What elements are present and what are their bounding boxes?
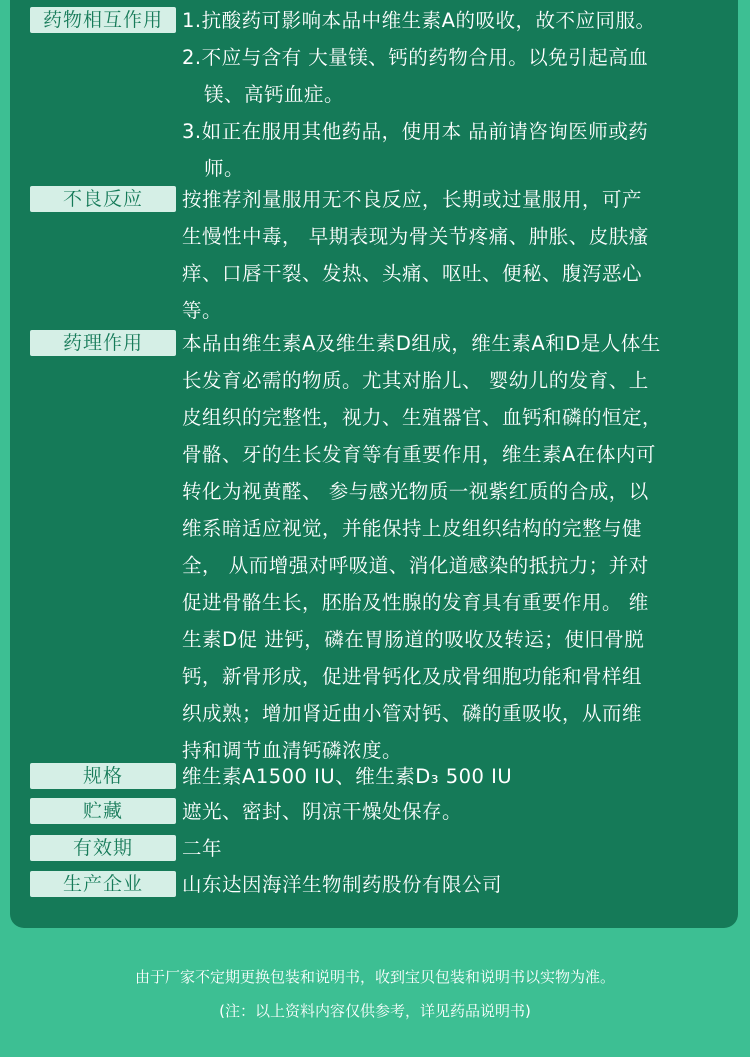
text-line: 3.如正在服用其他药品，使用本 品前请咨询医师或药 (182, 120, 649, 143)
section-body-interaction (182, 2, 732, 187)
section-body-validity (182, 830, 732, 867)
text-line: 骨骼、牙的生长发育等有重要作用，维生素A在体内可 (182, 443, 656, 466)
section-label-adverse: 不良反应 (30, 186, 176, 212)
section-label-interaction: 药物相互作用 (30, 7, 176, 33)
text-line: 生素D促 进钙，磷在胃肠道的吸收及转运；使旧骨脱 (182, 628, 645, 651)
text-line: 生慢性中毒， 早期表现为骨关节疼痛、肿胀、皮肤瘙 (182, 225, 649, 248)
storage-value: 遮光、密封、阴凉干燥处保存。 (182, 800, 463, 823)
text-line: 镁、高钙血症。 (204, 83, 345, 106)
text-line: 织成熟；增加肾近曲小管对钙、磷的重吸收，从而维 (182, 702, 643, 725)
footer-note: (注：以上资料内容仅供参考，详见药品说明书) (219, 1002, 531, 1020)
text-line: 钙，新骨形成，促进骨钙化及成骨细胞功能和骨样组 (182, 665, 643, 688)
text-line: 本品由维生素A及维生素D组成，维生素A和D是人体生 (182, 332, 661, 355)
text-line: 转化为视黄醛、 参与感光物质一视紫红质的合成，以 (182, 480, 649, 503)
text-line: 按推荐剂量服用无不良反应，长期或过量服用，可产 (182, 188, 643, 211)
spec-value: 维生素A1500 IU、维生素D₃ 500 IU (182, 765, 513, 788)
section-body-storage (182, 793, 732, 830)
text-line: 维系暗适应视觉，并能保持上皮组织结构的完整与健 (182, 517, 643, 540)
section-body-pharmacology (182, 325, 732, 769)
text-line: 师。 (204, 157, 245, 180)
text-line: 长发育必需的物质。尤其对胎儿、 婴幼儿的发育、上 (182, 369, 649, 392)
section-body-spec (182, 758, 732, 795)
section-label-validity: 有效期 (30, 835, 176, 861)
section-body-adverse (182, 181, 732, 329)
section-label-spec: 规格 (30, 763, 176, 789)
section-label-storage: 贮藏 (30, 798, 176, 824)
manufacturer-value: 山东达因海洋生物制药股份有限公司 (182, 873, 503, 896)
section-label-manufacturer: 生产企业 (30, 871, 176, 897)
text-line: 2.不应与含有 大量镁、钙的药物合用。以免引起高血 (182, 46, 649, 69)
text-line: 皮组织的完整性，视力、生殖器官、血钙和磷的恒定， (182, 406, 663, 429)
section-body-manufacturer (182, 866, 732, 903)
info-card (10, 0, 738, 928)
text-line: 痒、口唇干裂、发热、头痛、呕吐、便秘、腹泻恶心 (182, 262, 643, 285)
text-line: 持和调节血清钙磷浓度。 (182, 739, 403, 762)
text-line: 1.抗酸药可影响本品中维生素A的吸收，故不应同服。 (182, 9, 656, 32)
section-label-pharmacology: 药理作用 (30, 330, 176, 356)
text-line: 全， 从而增强对呼吸道、消化道感染的抵抗力；并对 (182, 554, 649, 577)
footer-notice: 由于厂家不定期更换包装和说明书，收到宝贝包装和说明书以实物为准。 (134, 968, 615, 986)
text-line: 促进骨骼生长，胚胎及性腺的发育具有重要作用。 维 (182, 591, 649, 614)
text-line: 等。 (182, 299, 223, 322)
validity-value: 二年 (182, 837, 223, 860)
